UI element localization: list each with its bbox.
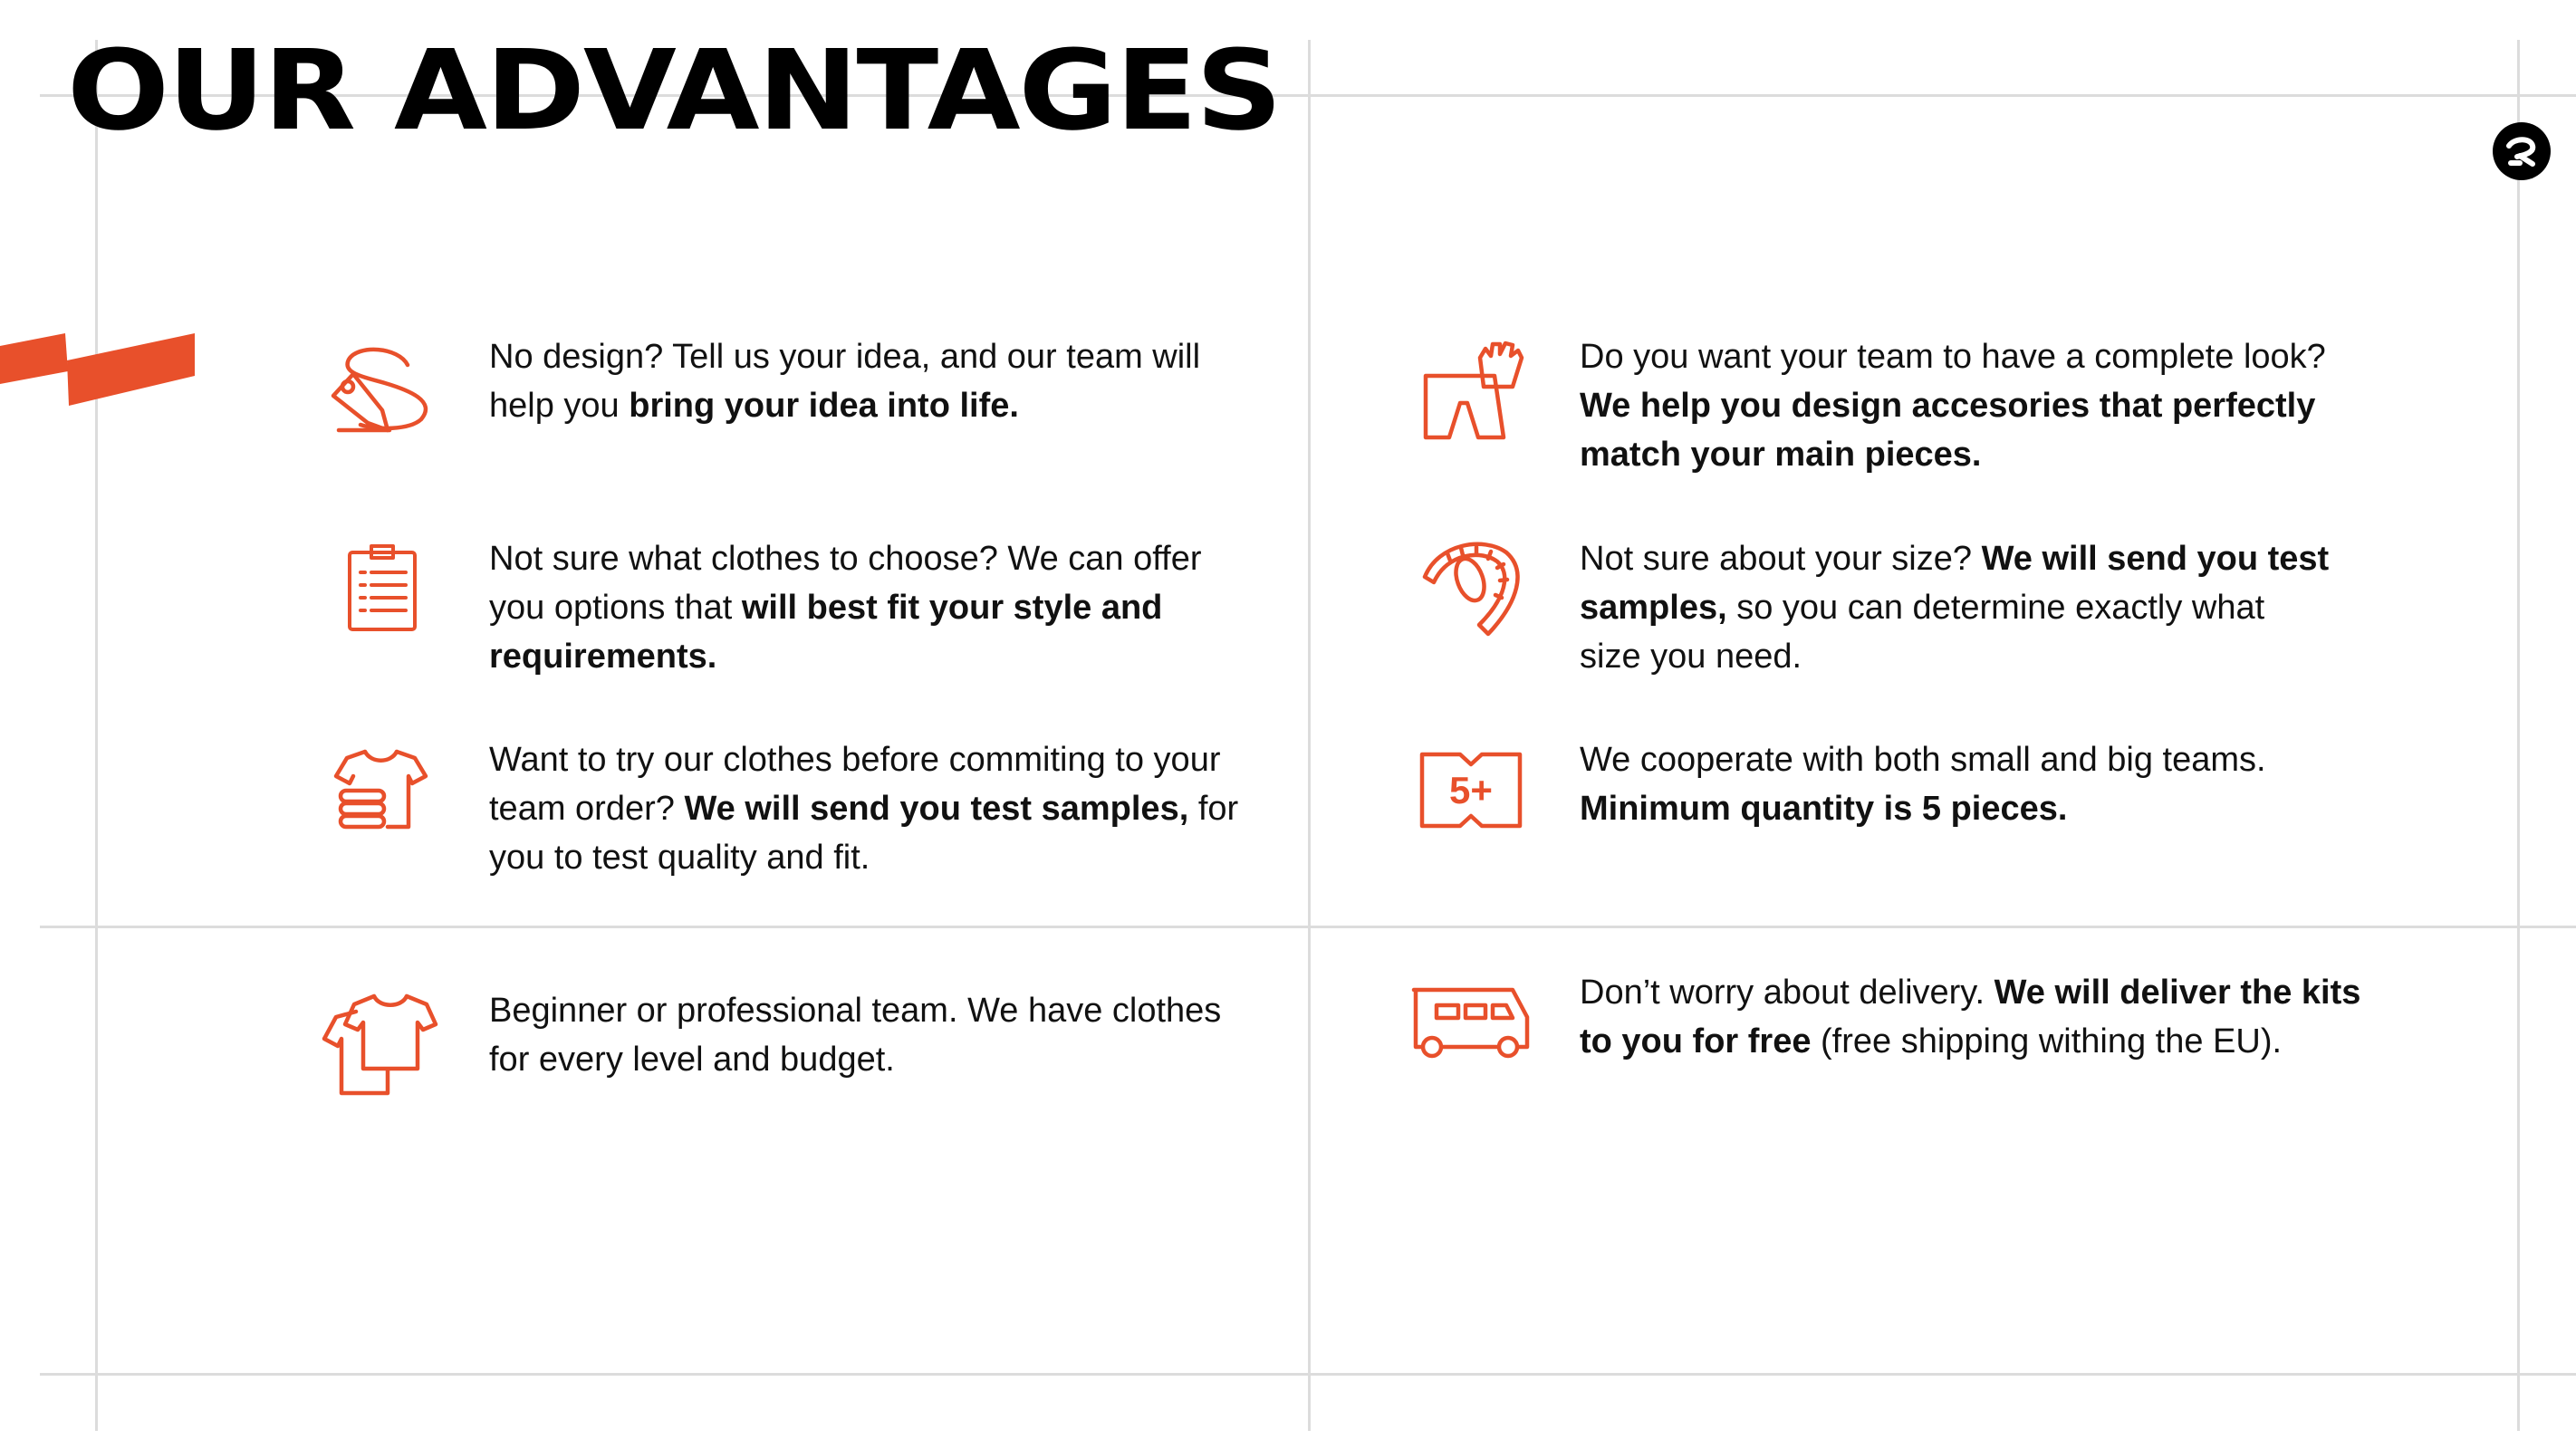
advantage-text: Do you want your team to have a complete look? We help you design accesories that perfectly match your main pieces. bbox=[1580, 338, 2326, 474]
svg-text:5+: 5+ bbox=[1449, 769, 1493, 811]
advantage-text: Don’t worry about delivery. We will deliver the kits to you for free (free shipping withing the EU). bbox=[1580, 974, 2361, 1060]
page-title: OUR ADVANTAGES bbox=[67, 26, 1281, 155]
two-tshirts-icon bbox=[320, 992, 447, 1096]
advantage-text: Want to try our clothes before commiting to your team order? We will send you test samples, for you to test quality and fit. bbox=[489, 741, 1239, 877]
advantage-text: Beginner or professional team. We have clothes for every level and budget. bbox=[489, 992, 1222, 1079]
shorts-glove-icon bbox=[1422, 340, 1523, 441]
measuring-tape-icon bbox=[1420, 539, 1524, 640]
grid-line-vertical bbox=[1308, 40, 1311, 1431]
accent-stripes bbox=[0, 326, 199, 408]
minimum-quantity-icon bbox=[1419, 752, 1523, 829]
advantage-text: We cooperate with both small and big teams. Minimum quantity is 5 pieces. bbox=[1580, 741, 2266, 828]
design-idea-icon bbox=[326, 340, 435, 435]
brand-logo-icon bbox=[2493, 122, 2551, 180]
tshirt-stack-icon bbox=[333, 747, 428, 830]
advantage-text: Not sure what clothes to choose? We can offer you options that will best fit your style and requirements. bbox=[489, 540, 1202, 676]
delivery-van-icon bbox=[1411, 985, 1533, 1058]
grid-line-horizontal bbox=[40, 1373, 2576, 1376]
advantage-text: Not sure about your size? We will send you test samples, so you can determine exactly what size you need. bbox=[1580, 540, 2330, 676]
grid-line-vertical bbox=[95, 40, 98, 1431]
advantage-text: No design? Tell us your idea, and our team will help you bring your idea into life. bbox=[489, 338, 1201, 425]
clipboard-icon bbox=[347, 543, 418, 632]
grid-line-horizontal bbox=[40, 926, 2576, 928]
grid-line-vertical bbox=[2517, 40, 2520, 1431]
